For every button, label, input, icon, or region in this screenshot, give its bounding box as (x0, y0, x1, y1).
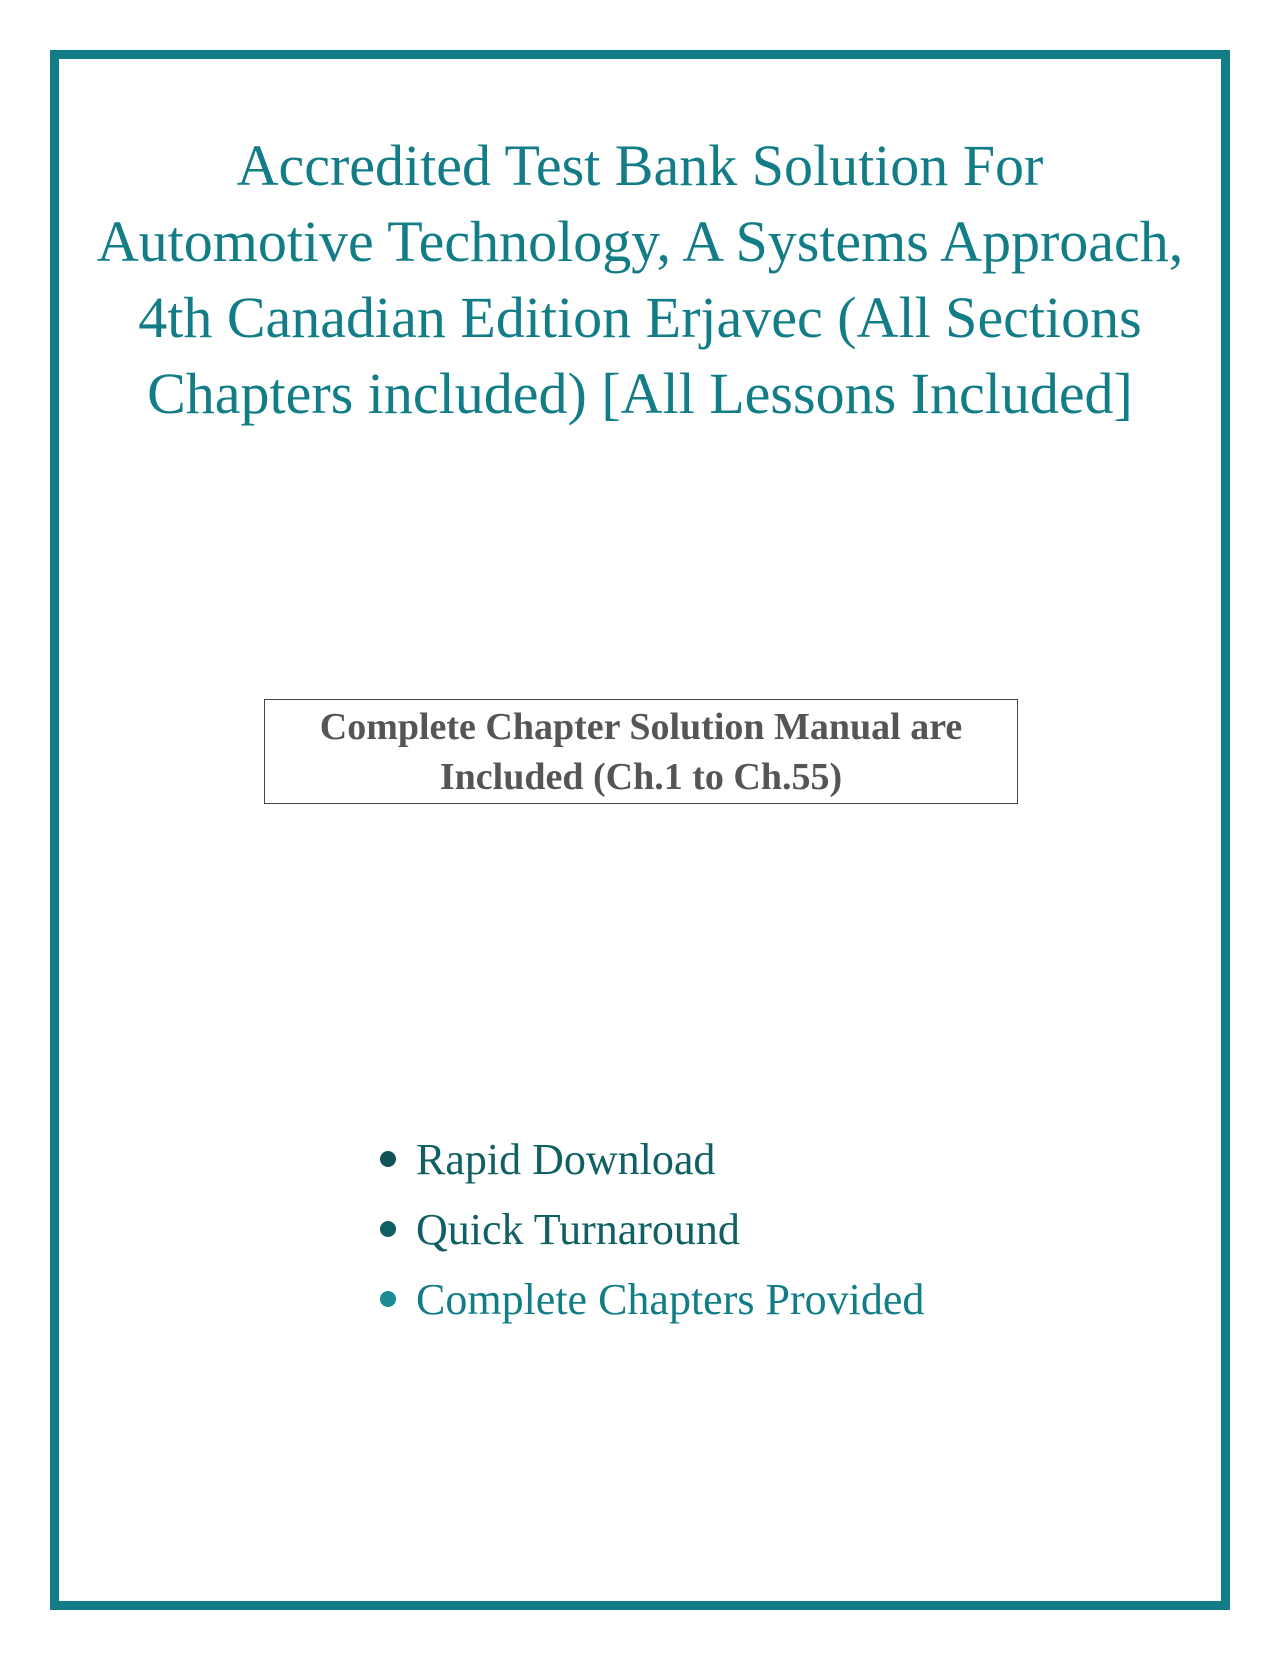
feature-list (380, 1124, 924, 1334)
feature-item-complete-chapters (380, 1264, 924, 1334)
feature-label: Rapid Download (416, 1134, 716, 1184)
bullet-icon (380, 1221, 396, 1237)
feature-item-rapid-download (380, 1124, 924, 1194)
feature-label: Complete Chapters Provided (416, 1274, 925, 1324)
solution-manual-notice (264, 699, 1018, 804)
notice-text: Complete Chapter Solution Manual are Included (Ch.1 to Ch.55) (319, 705, 963, 798)
bullet-icon (380, 1291, 396, 1307)
bullet-icon (380, 1151, 396, 1167)
feature-item-quick-turnaround (380, 1194, 924, 1264)
document-title: Accredited Test Bank Solution For Automotive Technology, A Systems Approach, 4th Canadian Edition Erjavec (All Sections Chapters included) [All Lessons Included] (96, 133, 1184, 426)
feature-label: Quick Turnaround (416, 1204, 740, 1254)
